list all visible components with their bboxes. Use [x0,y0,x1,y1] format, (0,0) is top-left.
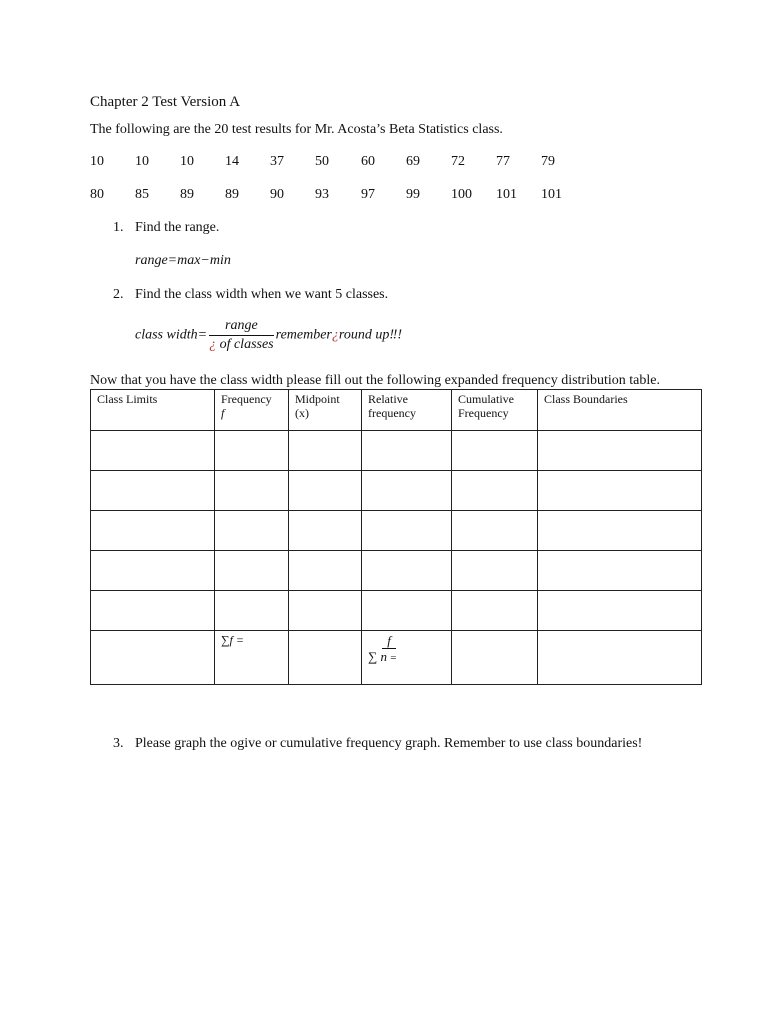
question-text: Find the class width when we want 5 classes. [135,287,389,302]
sum-relative-cell[interactable] [362,631,452,685]
page-title: Chapter 2 Test Version A [90,94,241,110]
table-row [91,471,702,511]
data-value: 79 [541,154,555,169]
data-value: 14 [225,154,239,169]
data-value: 77 [496,154,510,169]
header-frequency: Frequency f [215,390,289,431]
sum-f-label: ∑f = [221,633,244,647]
table-row [91,591,702,631]
table-row [91,431,702,471]
header-class-limits: Class Limits [91,390,215,431]
formula-remember: remember [275,327,332,343]
data-value: 50 [315,154,329,169]
formula-lhs: class width= [135,327,208,343]
data-value: 93 [315,187,329,202]
data-value: 10 [180,154,194,169]
class-width-formula [135,318,402,353]
question-2 [113,287,388,303]
fraction-numerator: range [209,318,274,336]
data-value: 60 [361,154,375,169]
fraction-denominator: ¿ of classes [209,337,274,352]
error-mark: ¿ [331,327,339,343]
header-class-boundaries: Class Boundaries [538,390,702,431]
data-row-2 [90,187,610,205]
question-number: 1. [113,220,124,235]
data-value: 89 [225,187,239,202]
table-header-row [91,390,702,431]
formula-tail: round up‼! [338,327,402,343]
data-value: 100 [451,187,472,202]
data-value: 10 [90,154,104,169]
data-value: 90 [270,187,284,202]
data-value: 97 [361,187,375,202]
question-text: Please graph the ogive or cumulative frequency graph. Remember to use class boundaries! [135,736,643,751]
header-relative-frequency: Relative frequency [362,390,452,431]
data-value: 69 [406,154,420,169]
formula-fraction [209,318,274,353]
data-value: 37 [270,154,284,169]
data-value: 10 [135,154,149,169]
header-midpoint: Midpoint (x) [289,390,362,431]
question-1 [113,220,219,236]
question-number: 2. [113,287,124,302]
question-number: 3. [113,736,124,751]
header-cumulative-frequency: Cumulative Frequency [452,390,538,431]
table-row [91,511,702,551]
data-row-1 [90,154,610,172]
question-text: Find the range. [135,220,220,235]
error-mark: ¿ [209,337,217,352]
data-value: 101 [541,187,562,202]
data-value: 80 [90,187,104,202]
intro-text: The following are the 20 test results for Mr. Acosta’s Beta Statistics class. [90,122,503,137]
sum-frequency-cell[interactable] [215,631,289,685]
relative-frequency-sum: $\frac{f}{\sum n =}$ [368,633,397,664]
question-3 [113,736,642,752]
range-formula: range=max−min [135,253,231,268]
data-value: 89 [180,187,194,202]
data-value: 72 [451,154,465,169]
table-intro: Now that you have the class width please fill out the following expanded frequency distribution table. [90,373,660,388]
data-value: 99 [406,187,420,202]
table-sum-row [91,631,702,685]
table-row [91,551,702,591]
data-value: 101 [496,187,517,202]
frequency-distribution-table [90,389,702,685]
data-value: 85 [135,187,149,202]
